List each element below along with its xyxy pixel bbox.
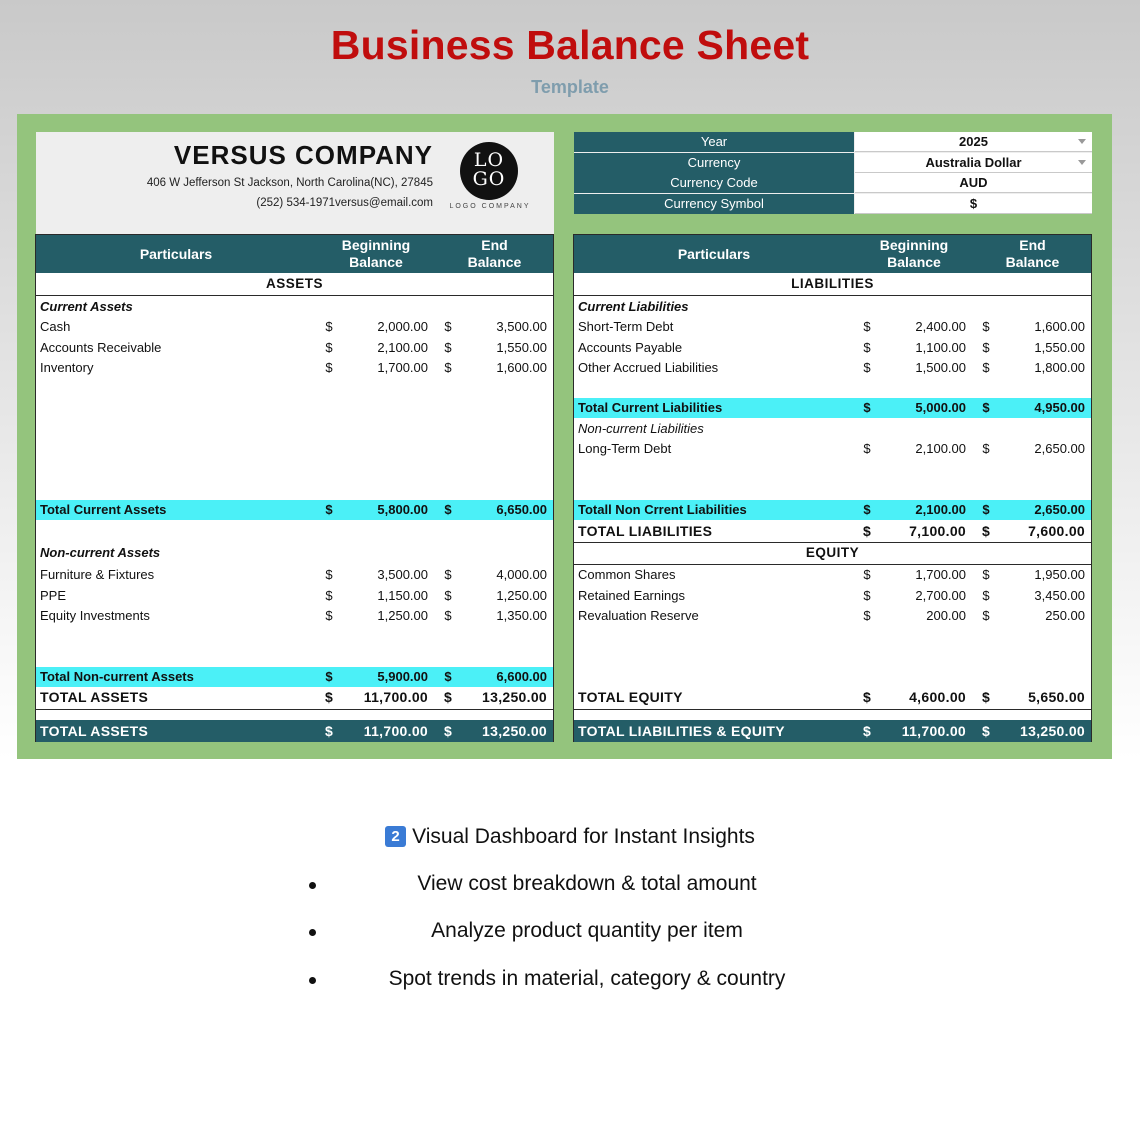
chevron-down-icon[interactable] [1078,160,1086,165]
beginning-value: 2,100.00 [915,441,966,456]
currency-symbol: $ [863,360,871,375]
beginning-value: 1,700.00 [915,567,966,582]
setting-row [574,173,1092,193]
row-label: Short-Term Debt [578,319,674,334]
currency-symbol: $ [863,400,871,415]
row-label: Equity Investments [40,608,150,623]
page-subtitle: Template [531,77,609,97]
currency-symbol: $ [443,723,453,739]
features-title-text: Visual Dashboard for Instant Insights [412,825,755,848]
beginning-value: 11,700.00 [901,723,966,739]
table-row [574,720,1091,742]
currency-symbol: $ [443,689,453,705]
setting-label: Currency Code [574,173,854,193]
currency-symbol: $ [863,608,871,623]
currency-symbol: $ [325,319,333,334]
table-row [36,358,553,378]
col-beginning-balance: Beginning Balance [879,237,949,270]
col-end-balance: End Balance [1005,237,1060,270]
feature-bullet [309,882,316,889]
currency-symbol: $ [863,567,871,582]
end-value: 5,650.00 [1028,689,1085,705]
currency-symbol: $ [981,723,991,739]
end-value: 4,950.00 [1034,400,1085,415]
end-value: 4,000.00 [496,567,547,582]
beginning-value: 4,600.00 [909,689,966,705]
currency-symbol: $ [863,339,871,355]
currency-symbol: $ [981,689,991,705]
currency-symbol: $ [981,523,991,539]
table-row [36,667,553,687]
company-name: VERSUS COMPANY [173,140,433,170]
end-value: 1,950.00 [1034,567,1085,582]
end-value: 1,550.00 [496,339,547,355]
table-row [574,687,1091,707]
currency-symbol: $ [982,441,990,456]
setting-label: Currency [574,153,854,173]
col-particulars: Particulars [677,246,751,262]
currency-symbol: $ [325,502,333,517]
feature-item: View cost breakdown & total amount [417,872,757,895]
row-label: Total Current Liabilities [578,400,723,415]
table-row [574,606,1091,626]
liabilities-column-header [574,235,1091,273]
currency-symbol: $ [444,502,452,517]
currency-symbol: $ [324,689,334,705]
row-label: Current Liabilities [578,299,689,314]
row-label: Total Non-current Assets [40,669,194,684]
row-label: Current Assets [40,299,133,314]
row-label: Totall Non Crrent Liabilities [578,502,747,517]
beginning-value: 5,900.00 [377,669,428,684]
currency-symbol: $ [325,587,333,603]
table-row [574,398,1091,418]
logo-caption: LOGO COMPANY [449,203,531,210]
end-value: 250.00 [1045,608,1085,623]
end-value: 2,650.00 [1034,502,1085,517]
feature-item: Analyze product quantity per item [431,919,743,942]
beginning-value: 1,100.00 [915,339,966,355]
end-value: 2,650.00 [1034,441,1085,456]
end-value: 1,250.00 [496,587,547,603]
beginning-value: 1,250.00 [377,608,428,623]
table-row [574,439,1091,459]
end-value: 1,800.00 [1034,360,1085,375]
liabilities-equity-sheet [573,234,1092,742]
end-value: 13,250.00 [1020,723,1085,739]
beginning-value: 2,700.00 [915,587,966,603]
beginning-value: 3,500.00 [377,567,428,582]
currency-symbol: $ [444,360,452,375]
beginning-value: 1,150.00 [377,587,428,603]
currency-symbol: $ [863,441,871,456]
end-value: 3,450.00 [1034,587,1085,603]
setting-select[interactable] [855,153,1092,173]
row-label: Accounts Receivable [40,339,162,355]
feature-item: Spot trends in material, category & country [388,967,786,990]
row-label: Non-current Assets [40,545,161,560]
company-contact: (252) 534-1971versus@email.com [256,197,433,209]
beginning-value: 1,500.00 [915,360,966,375]
divider [574,709,1091,710]
page-title: Business Balance Sheet [330,22,810,68]
table-row [574,419,1091,439]
table-row [36,500,553,520]
feature-bullet [309,929,316,936]
currency-symbol: $ [982,360,990,375]
settings-panel [574,132,1092,214]
beginning-value: 1,700.00 [377,360,428,375]
currency-symbol: $ [444,669,452,684]
col-particulars: Particulars [139,246,213,262]
end-value: 1,600.00 [1034,319,1085,334]
end-value: 6,650.00 [496,502,547,517]
currency-symbol: $ [863,587,871,603]
end-value: 13,250.00 [482,723,547,739]
currency-symbol: $ [444,567,452,582]
row-label: Retained Earnings [578,587,685,603]
end-value: 1,550.00 [1034,339,1085,355]
currency-symbol: $ [982,400,990,415]
end-value: 1,600.00 [496,360,547,375]
row-label: Long-Term Debt [578,441,672,456]
end-value: 6,600.00 [496,669,547,684]
currency-symbol: $ [325,360,333,375]
end-value: 7,600.00 [1028,523,1085,539]
setting-value-text: Australia Dollar [925,154,1022,170]
feature-bullet [309,977,316,984]
table-row [574,500,1091,520]
currency-symbol: $ [863,319,871,334]
row-label: PPE [40,587,67,603]
setting-select[interactable] [855,132,1092,152]
row-label: TOTAL EQUITY [578,689,683,705]
currency-symbol: $ [325,608,333,623]
table-row [36,338,553,358]
setting-value-text: 2025 [959,134,988,149]
end-value: 1,350.00 [496,608,547,623]
currency-symbol: $ [862,523,872,539]
setting-value [855,173,1092,193]
table-row [36,586,553,606]
row-label: TOTAL LIABILITIES [578,523,713,539]
row-label: Accounts Payable [578,339,683,355]
beginning-value: 200.00 [926,608,966,623]
table-row [36,297,553,317]
beginning-value: 11,700.00 [363,723,428,739]
setting-row [574,194,1092,214]
row-label: Inventory [40,360,94,375]
currency-symbol: $ [324,723,334,739]
beginning-value: 2,400.00 [915,319,966,334]
features-title [0,825,1140,849]
currency-symbol: $ [444,339,452,355]
table-row [36,606,553,626]
row-label: Other Accrued Liabilities [578,360,719,375]
currency-symbol: $ [444,608,452,623]
table-row [574,358,1091,378]
chevron-down-icon[interactable] [1078,139,1086,144]
number-badge-icon: 2 [385,826,406,847]
table-row [574,565,1091,585]
beginning-value: 11,700.00 [363,689,428,705]
assets-column-header [36,235,553,273]
beginning-value: 2,100.00 [377,339,428,355]
row-label: Non-current Liabilities [578,421,704,436]
currency-symbol: $ [982,587,990,603]
table-row [36,565,553,585]
beginning-value: 5,800.00 [377,502,428,517]
currency-symbol: $ [982,319,990,334]
table-row [574,297,1091,317]
beginning-value: 2,100.00 [915,502,966,517]
table-row [36,317,553,337]
currency-symbol: $ [444,319,452,334]
table-row [574,521,1091,541]
setting-value [855,194,1092,214]
end-value: 3,500.00 [496,319,547,334]
currency-symbol: $ [863,502,871,517]
currency-symbol: $ [982,567,990,582]
table-row [36,687,553,707]
table-row [36,543,553,563]
table-row [36,720,553,742]
setting-row [574,153,1092,173]
row-label: Furniture & Fixtures [40,567,155,582]
company-address: 406 W Jefferson St Jackson, North Carolina(NC), 27845 [146,177,433,189]
section-title: EQUITY [574,543,1091,565]
row-label: TOTAL ASSETS [40,689,149,705]
currency-symbol: $ [982,608,990,623]
currency-symbol: $ [444,587,452,603]
currency-symbol: $ [325,339,333,355]
company-logo: LO GO [460,142,518,200]
currency-symbol: $ [982,339,990,355]
row-label: TOTAL ASSETS [40,723,149,739]
currency-symbol: $ [982,502,990,517]
row-label: TOTAL LIABILITIES & EQUITY [578,723,785,739]
section-title: ASSETS [36,274,553,296]
col-end-balance: End Balance [467,237,522,270]
table-row [574,317,1091,337]
table-row [574,338,1091,358]
col-beginning-balance: Beginning Balance [341,237,411,270]
row-label: Common Shares [578,567,676,582]
setting-label: Currency Symbol [574,194,854,214]
beginning-value: 5,000.00 [915,400,966,415]
company-header [36,132,554,234]
row-label: Revaluation Reserve [578,608,699,623]
beginning-value: 7,100.00 [909,523,966,539]
end-value: 13,250.00 [482,689,547,705]
setting-value-text: AUD [959,175,988,190]
divider [36,709,553,710]
currency-symbol: $ [862,723,872,739]
setting-row [574,132,1092,152]
currency-symbol: $ [325,567,333,582]
section-title: LIABILITIES [574,274,1091,296]
assets-sheet [35,234,554,742]
setting-label: Year [574,132,854,152]
table-row [574,586,1091,606]
row-label: Cash [40,319,71,334]
beginning-value: 2,000.00 [377,319,428,334]
currency-symbol: $ [325,669,333,684]
row-label: Total Current Assets [40,502,167,517]
setting-value-text: $ [969,195,978,211]
currency-symbol: $ [862,689,872,705]
